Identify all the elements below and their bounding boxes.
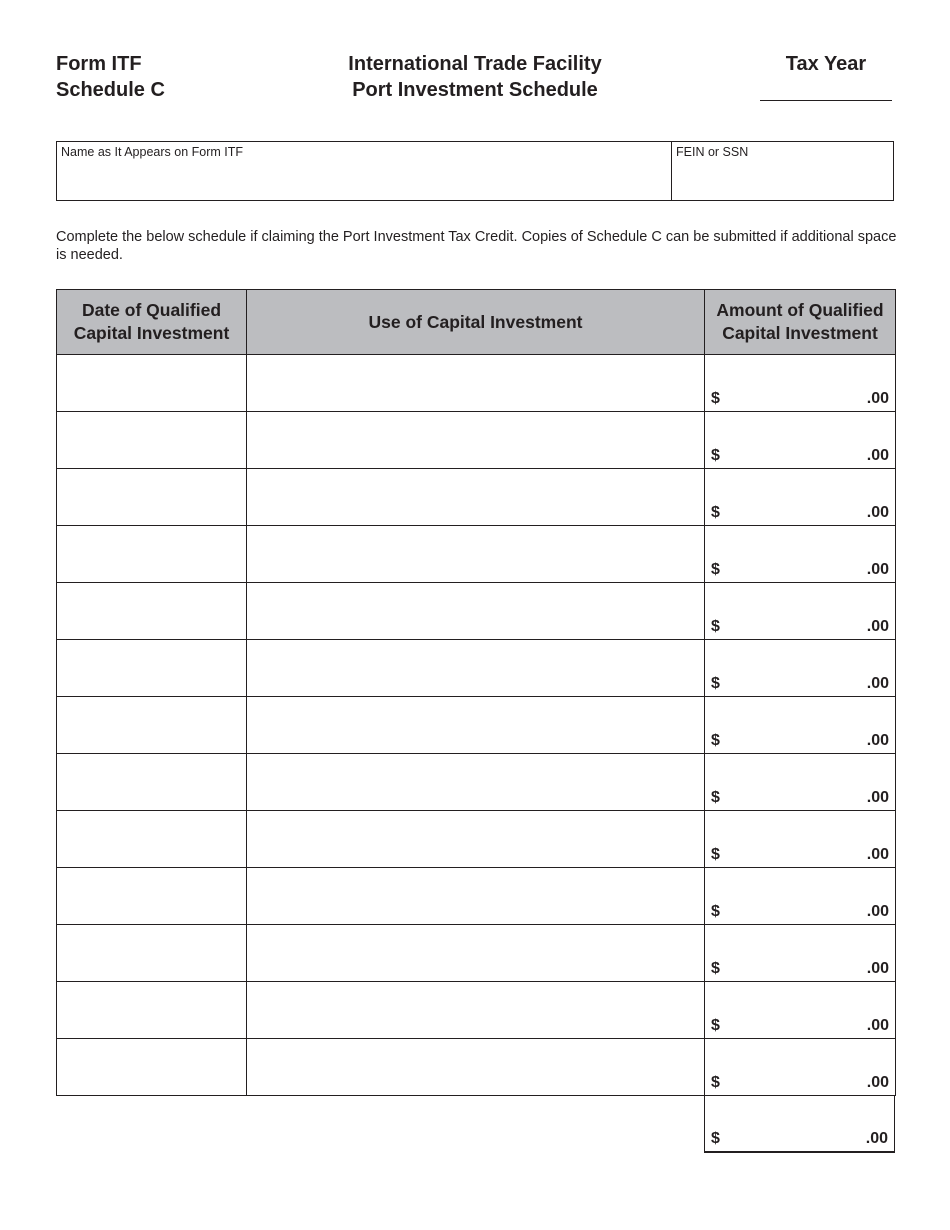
form-title — [290, 51, 660, 103]
cents-suffix: .00 — [866, 675, 889, 692]
dollar-sign: $ — [711, 789, 720, 806]
amount-cell[interactable] — [705, 868, 896, 925]
cents-suffix: .00 — [866, 1017, 889, 1034]
total-cents-suffix: .00 — [865, 1130, 888, 1147]
cents-suffix: .00 — [866, 618, 889, 635]
cents-suffix: .00 — [866, 390, 889, 407]
total-amount-field[interactable] — [704, 1096, 895, 1153]
cents-suffix: .00 — [866, 732, 889, 749]
use-cell[interactable] — [247, 1039, 705, 1096]
amount-cell[interactable] — [705, 754, 896, 811]
col-header-use: Use of Capital Investment — [247, 290, 705, 355]
use-cell[interactable] — [247, 811, 705, 868]
use-cell[interactable] — [247, 469, 705, 526]
table-row — [57, 469, 896, 526]
col-header-date: Date of Qualified Capital Investment — [57, 290, 247, 355]
use-cell[interactable] — [247, 526, 705, 583]
cents-suffix: .00 — [866, 504, 889, 521]
date-cell[interactable] — [57, 526, 247, 583]
cents-suffix: .00 — [866, 561, 889, 578]
dollar-sign: $ — [711, 960, 720, 977]
cents-suffix: .00 — [866, 447, 889, 464]
date-cell[interactable] — [57, 412, 247, 469]
table-row — [57, 640, 896, 697]
dollar-sign: $ — [711, 390, 720, 407]
table-row — [57, 868, 896, 925]
date-cell[interactable] — [57, 583, 247, 640]
amount-cell[interactable] — [705, 640, 896, 697]
dollar-sign: $ — [711, 1074, 720, 1091]
form-identifier — [56, 51, 165, 103]
amount-cell[interactable] — [705, 469, 896, 526]
use-cell[interactable] — [247, 355, 705, 412]
use-cell[interactable] — [247, 868, 705, 925]
date-cell[interactable] — [57, 811, 247, 868]
dollar-sign: $ — [711, 504, 720, 521]
fein-field[interactable] — [672, 142, 893, 200]
amount-cell[interactable] — [705, 412, 896, 469]
date-cell[interactable] — [57, 982, 247, 1039]
title-line-1: International Trade Facility — [348, 53, 602, 75]
table-row — [57, 355, 896, 412]
use-cell[interactable] — [247, 412, 705, 469]
schedule-name: Schedule C — [56, 79, 165, 101]
amount-cell[interactable] — [705, 811, 896, 868]
cents-suffix: .00 — [866, 960, 889, 977]
amount-cell[interactable] — [705, 697, 896, 754]
dollar-sign: $ — [711, 561, 720, 578]
table-row — [57, 1039, 896, 1096]
table-row — [57, 583, 896, 640]
tax-year-label: Tax Year — [785, 53, 867, 75]
date-cell[interactable] — [57, 754, 247, 811]
table-row — [57, 811, 896, 868]
form-name: Form ITF — [56, 53, 142, 75]
use-cell[interactable] — [247, 697, 705, 754]
taxpayer-id-box — [56, 141, 894, 201]
use-cell[interactable] — [247, 982, 705, 1039]
dollar-sign: $ — [711, 618, 720, 635]
date-cell[interactable] — [57, 925, 247, 982]
amount-cell[interactable] — [705, 1039, 896, 1096]
use-cell[interactable] — [247, 640, 705, 697]
cents-suffix: .00 — [866, 789, 889, 806]
date-cell[interactable] — [57, 697, 247, 754]
table-header-row — [57, 290, 896, 355]
investment-schedule-table — [56, 289, 896, 1096]
dollar-sign: $ — [711, 1017, 720, 1034]
amount-cell[interactable] — [705, 526, 896, 583]
date-cell[interactable] — [57, 640, 247, 697]
dollar-sign: $ — [711, 447, 720, 464]
total-dollar-sign: $ — [711, 1130, 720, 1147]
date-cell[interactable] — [57, 868, 247, 925]
amount-cell[interactable] — [705, 583, 896, 640]
table-row — [57, 526, 896, 583]
table-row — [57, 925, 896, 982]
name-field[interactable] — [57, 142, 672, 200]
use-cell[interactable] — [247, 925, 705, 982]
date-cell[interactable] — [57, 355, 247, 412]
table-row — [57, 982, 896, 1039]
fein-field-label: FEIN or SSN — [676, 145, 749, 159]
date-cell[interactable] — [57, 469, 247, 526]
dollar-sign: $ — [711, 903, 720, 920]
use-cell[interactable] — [247, 754, 705, 811]
instructions-text: Complete the below schedule if claiming the Port Investment Tax Credit. Copies of Schedule C can be submitted if additional space is needed. — [56, 229, 897, 263]
cents-suffix: .00 — [866, 903, 889, 920]
dollar-sign: $ — [711, 846, 720, 863]
title-line-2: Port Investment Schedule — [352, 79, 598, 101]
col-header-amount: Amount of Qualified Capital Investment — [705, 290, 896, 355]
date-cell[interactable] — [57, 1039, 247, 1096]
name-field-label: Name as It Appears on Form ITF — [61, 145, 244, 159]
cents-suffix: .00 — [866, 1074, 889, 1091]
table-row — [57, 697, 896, 754]
cents-suffix: .00 — [866, 846, 889, 863]
use-cell[interactable] — [247, 583, 705, 640]
tax-year-field[interactable] — [760, 100, 892, 101]
dollar-sign: $ — [711, 732, 720, 749]
amount-cell[interactable] — [705, 925, 896, 982]
dollar-sign: $ — [711, 675, 720, 692]
amount-cell[interactable] — [705, 355, 896, 412]
table-row — [57, 412, 896, 469]
amount-cell[interactable] — [705, 982, 896, 1039]
table-row — [57, 754, 896, 811]
